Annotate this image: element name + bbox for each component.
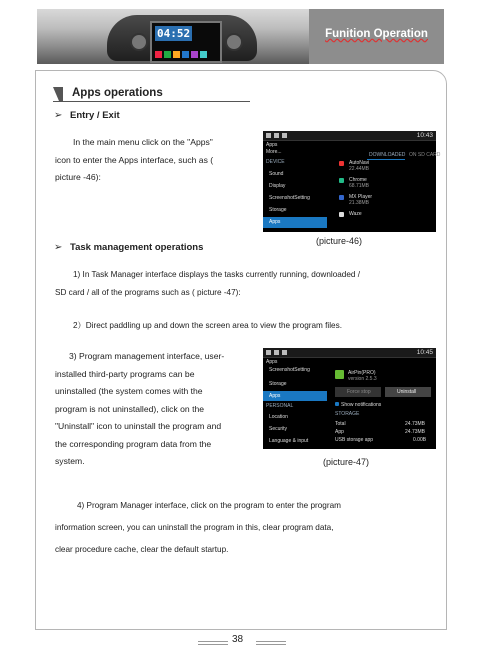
menu-section: DEVICE (266, 159, 285, 165)
task-line: SD card / all of the programs such as ( picture -47): (55, 287, 241, 297)
car-screen-clock: 04:52 (157, 27, 191, 40)
task-line: system. (55, 456, 85, 466)
footer-rule-right (256, 641, 286, 642)
menu-item: Sound (269, 171, 284, 177)
volume-knob (130, 33, 148, 51)
app-name: MX Player (349, 194, 373, 200)
header-title: Funition Operation (325, 28, 428, 40)
back-icon (274, 133, 279, 138)
storage-row-value: 24.73MB (405, 421, 426, 427)
menu-item: Language & input (269, 438, 309, 444)
storage-row-value: 0.00B (413, 437, 427, 443)
app-icon (164, 51, 171, 58)
app-icon (173, 51, 180, 58)
entry-line: In the main menu click on the "Apps" (73, 137, 213, 147)
menu-item: Security (269, 426, 288, 432)
menu-section: PERSONAL (266, 403, 294, 409)
menu-icon (282, 350, 287, 355)
android-apps-screenshot (263, 131, 441, 232)
task-line: 3) Program management interface, user- (69, 351, 225, 361)
storage-row-label: Total (335, 421, 346, 427)
force-stop-label: Force stop (347, 389, 371, 395)
entry-line: picture -46): (55, 172, 101, 182)
android-app-info-screenshot (263, 348, 436, 449)
app-name: AutoNavi (349, 160, 370, 166)
caption-46: (picture-46) (316, 236, 363, 246)
entry-heading: Entry / Exit (70, 110, 120, 121)
checkbox-icon[interactable] (335, 402, 339, 406)
task-line: 1) In Task Manager interface displays the tasks currently running, downloaded / (73, 270, 361, 279)
menu-item: Display (269, 183, 286, 189)
android-app-icon (335, 370, 344, 379)
task-line: uninstalled (the system comes with the (55, 386, 203, 396)
section-title: Apps operations (72, 87, 163, 99)
storage-row-label: App (335, 429, 344, 435)
app-name: Chrome (349, 177, 367, 183)
tab-downloaded: DOWNLOADED (369, 152, 406, 158)
show-notifications-label: Show notifications (341, 402, 382, 408)
app-icon (182, 51, 189, 58)
menu-item-selected: Apps (269, 393, 281, 399)
status-clock: 10:43 (416, 132, 433, 139)
app-name: AirPin(PRO) (348, 370, 376, 376)
footer-rule-right (256, 644, 286, 645)
home-icon (266, 350, 271, 355)
section-underline (53, 101, 250, 102)
bullet-arrow-icon: ➢ (54, 242, 63, 253)
app-icon (339, 161, 344, 166)
caption-47: (picture-47) (323, 457, 370, 467)
task-paragraph-3 (55, 348, 265, 471)
menu-item: More... (266, 149, 282, 155)
menu-icon (282, 133, 287, 138)
footer-rule-left (198, 641, 228, 642)
app-version: version 2.5.3 (348, 376, 377, 382)
app-size: 21.38MB (349, 200, 370, 206)
menu-item: ScreenshotSetting (269, 367, 310, 373)
tab-indicator (367, 159, 405, 160)
page-number: 38 (232, 634, 244, 645)
task-paragraph-4 (55, 495, 440, 561)
app-icon (191, 51, 198, 58)
app-icon (339, 212, 344, 217)
menu-item-selected: Apps (269, 219, 281, 225)
app-name: Waze (349, 211, 362, 217)
app-size: 68.71MB (349, 183, 370, 189)
tab-sd-card: ON SD CARD (409, 152, 441, 158)
uninstall-label: Uninstall (397, 389, 417, 395)
task-line: 4) Program Manager interface, click on the program to enter the program (77, 501, 341, 510)
menu-item: Location (269, 414, 288, 420)
status-bar (263, 131, 436, 141)
footer-rule-left (198, 644, 228, 645)
entry-paragraph (55, 134, 260, 187)
status-clock: 10:45 (416, 349, 433, 356)
task-line: installed third-party programs can be (55, 368, 195, 379)
app-icon (200, 51, 207, 58)
storage-heading: STORAGE (335, 411, 360, 417)
task-line: clear procedure cache, clear the default startup. (55, 545, 229, 554)
task-paragraph-2 (73, 317, 443, 335)
task-line: 2）Direct paddling up and down the screen area to view the program files. (73, 321, 342, 330)
back-icon (274, 350, 279, 355)
bullet-arrow-icon: ➢ (54, 110, 63, 121)
task-line: "Uninstall" icon to uninstall the program and (55, 421, 222, 431)
app-icon (339, 178, 344, 183)
task-heading: Task management operations (70, 242, 204, 253)
tune-knob (225, 33, 243, 51)
task-line: information screen, you can uninstall the program in this, clear program data, (55, 523, 334, 532)
task-line: the corresponding program data from the (55, 438, 212, 449)
entry-line: icon to enter the Apps interface, such as ( (55, 154, 214, 165)
menu-item: Storage (269, 381, 287, 387)
app-size: 22.44MB (349, 166, 370, 172)
app-icon (155, 51, 162, 58)
screen-title: Apps (266, 142, 278, 148)
task-paragraph-1 (55, 266, 440, 301)
header-photo (37, 9, 309, 64)
menu-item: Storage (269, 207, 287, 213)
home-icon (266, 133, 271, 138)
status-bar (263, 348, 436, 358)
menu-item: ScreenshotSetting (269, 195, 310, 201)
car-screen-app-icons (155, 51, 207, 58)
screen-title: Apps (266, 359, 278, 365)
storage-row-label: USB storage app (335, 437, 374, 443)
task-line: program is not uninstalled), click on the (55, 403, 205, 414)
storage-row-value: 24.73MB (405, 429, 426, 435)
car-head-unit-screen (150, 21, 222, 63)
app-icon (339, 195, 344, 200)
